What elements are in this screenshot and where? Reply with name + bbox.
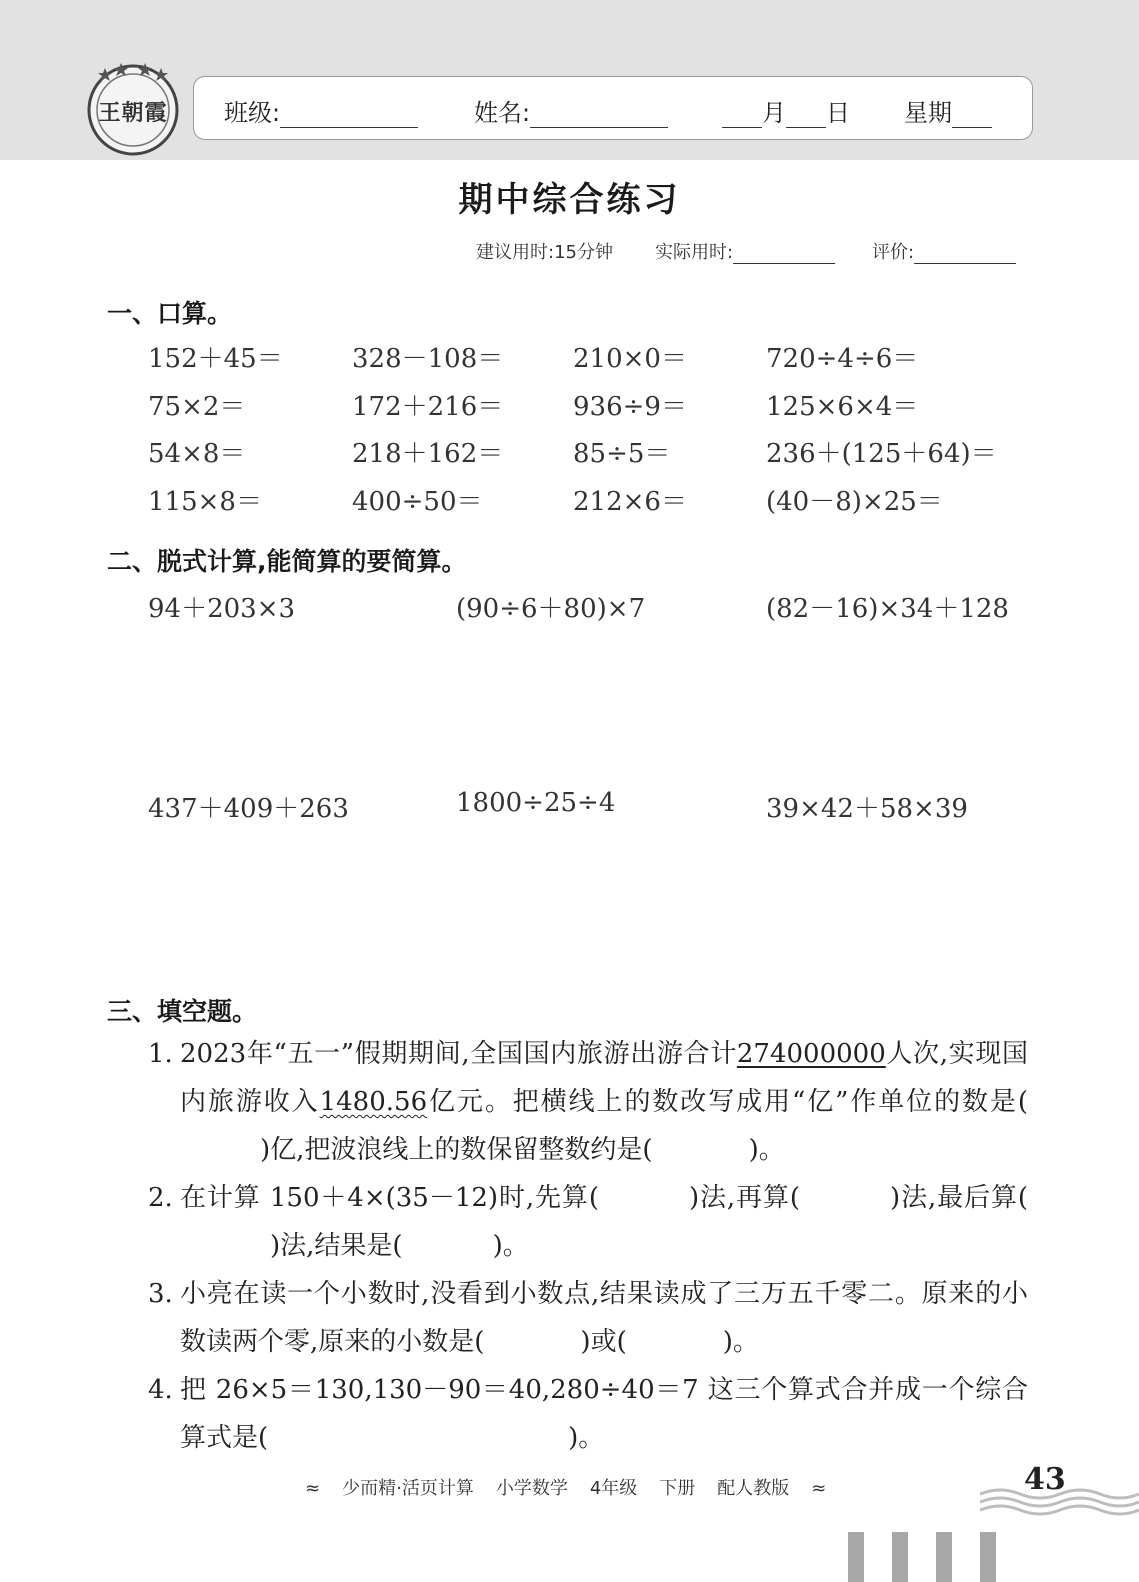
footer-series: 少而精·活页计算 (342, 1478, 474, 1499)
q1-text-1: 2023年“五一”假期期间,全国国内旅游出游合计 (180, 1039, 737, 1069)
q3-text-3: )。 (722, 1327, 759, 1357)
day-blank[interactable] (786, 107, 826, 128)
q1-text-4: )亿,把波浪线上的数保留整数约是( (260, 1135, 653, 1165)
actual-time-blank[interactable] (733, 247, 835, 264)
footer-volume: 下册 (659, 1478, 696, 1499)
oral-calc-item: 936÷9＝ (573, 392, 687, 422)
footer-deco-left: ≈ (305, 1478, 321, 1499)
oral-calc-item: 125×6×4＝ (766, 392, 919, 422)
student-info-box (193, 76, 1033, 140)
q4-text-2: )。 (568, 1423, 605, 1453)
week-label: 星期 (904, 99, 952, 127)
footer-subject: 小学数学 (495, 1478, 568, 1499)
month-label: 月 (762, 99, 786, 127)
oral-calc-item: 400÷50＝ (352, 487, 483, 517)
oral-calc-item: 236＋(125＋64)＝ (766, 439, 997, 469)
actual-time-label: 实际用时: (655, 242, 734, 263)
name-label: 姓名: (474, 99, 531, 127)
fill-question-3 (148, 1270, 1028, 1366)
footer-grade: 4年级 (589, 1478, 638, 1499)
oral-calc-item: 152＋45＝ (148, 344, 283, 374)
oral-calc-item: 172＋216＝ (352, 392, 504, 422)
rating-blank[interactable] (914, 247, 1016, 264)
oral-calc-item: 54×8＝ (148, 439, 246, 469)
step-calc-item: 1800÷25÷4 (456, 788, 616, 818)
publisher-logo (85, 60, 181, 156)
q4-text-1: 把 26×5＝130,130－90＝40,280÷40＝7 这三个算式合并成一个综合算式是( (180, 1375, 1028, 1453)
fill-question-1 (148, 1030, 1028, 1174)
edge-marker (936, 1532, 952, 1582)
page-title: 期中综合练习 (458, 180, 681, 220)
edge-marker (892, 1532, 908, 1582)
question-number: 4. (148, 1375, 173, 1405)
fill-question-2 (148, 1174, 1028, 1270)
footer-edition: 配人教版 (717, 1478, 790, 1499)
q2-text-2: )法,再算( (688, 1183, 801, 1213)
rating-field[interactable] (872, 238, 1016, 264)
step-calc-item: 437＋409＋263 (148, 794, 349, 824)
q2-text-3: )法,最后算( (890, 1183, 1028, 1213)
name-field[interactable] (474, 93, 668, 128)
week-blank[interactable] (952, 107, 992, 128)
q1-text-3: 亿元。把横线上的数改写成用“亿”作单位的数是( (427, 1087, 1028, 1117)
step-calc-item: (90÷6＋80)×7 (456, 594, 646, 624)
q3-text-1: 小亮在读一个小数时,没看到小数点,结果读成了三万五千零二。原来的小数读两个零,原来的小数是( (180, 1279, 1028, 1357)
weekday-field[interactable] (904, 93, 992, 128)
oral-calc-item: 210×0＝ (573, 344, 687, 374)
class-field[interactable] (224, 93, 418, 128)
footer-deco-right: ≈ (811, 1478, 827, 1499)
q3-text-2: )或( (580, 1327, 627, 1357)
page-number: 43 (1024, 1462, 1066, 1497)
q2-text-1: 在计算 150＋4×(35－12)时,先算( (180, 1183, 599, 1213)
oral-calc-item: 85÷5＝ (573, 439, 671, 469)
day-label: 日 (826, 99, 850, 127)
oral-calc-item: 720÷4÷6＝ (766, 344, 919, 374)
suggested-time: 建议用时:15分钟 (476, 242, 613, 263)
date-field[interactable] (722, 93, 850, 128)
class-label: 班级: (224, 99, 281, 127)
oral-calc-item: 75×2＝ (148, 392, 246, 422)
month-blank[interactable] (722, 107, 762, 128)
edge-marker (848, 1532, 864, 1582)
q1-text-5: )。 (748, 1135, 785, 1165)
question-number: 3. (148, 1279, 173, 1309)
step-calc-item: 39×42＋58×39 (766, 794, 968, 824)
step-calc-item: 94＋203×3 (148, 594, 296, 624)
rating-label: 评价: (872, 242, 915, 263)
step-calc-item: (82－16)×34＋128 (766, 594, 1009, 624)
question-number: 2. (148, 1183, 173, 1213)
logo-text: 王朝霞 (98, 100, 168, 126)
fill-question-4 (148, 1366, 1028, 1462)
edge-marker (980, 1532, 996, 1582)
oral-calc-item: (40－8)×25＝ (766, 487, 943, 517)
class-blank[interactable] (280, 107, 418, 128)
q1-wavy-number: 1480.56 (319, 1087, 428, 1117)
section-1-heading: 一、口算。 (107, 299, 233, 328)
section-3-heading: 三、填空题。 (107, 997, 258, 1026)
wave-decoration-icon (980, 1480, 1139, 1520)
oral-calc-item: 212×6＝ (573, 487, 687, 517)
section-2-heading: 二、脱式计算,能简算的要简算。 (107, 547, 467, 576)
name-blank[interactable] (530, 107, 668, 128)
oral-calc-item: 115×8＝ (148, 487, 262, 517)
actual-time-field[interactable] (655, 238, 835, 264)
q2-text-4: )法,结果是( (270, 1231, 403, 1261)
oral-calc-item: 328－108＝ (352, 344, 504, 374)
question-number: 1. (148, 1039, 173, 1069)
q1-underlined-number: 274000000 (736, 1039, 886, 1069)
footer-info (305, 1474, 848, 1500)
oral-calc-item: 218＋162＝ (352, 439, 504, 469)
q1-text-2: 人次,实现国内旅游收入 (180, 1039, 1028, 1117)
q2-text-5: )。 (492, 1231, 529, 1261)
